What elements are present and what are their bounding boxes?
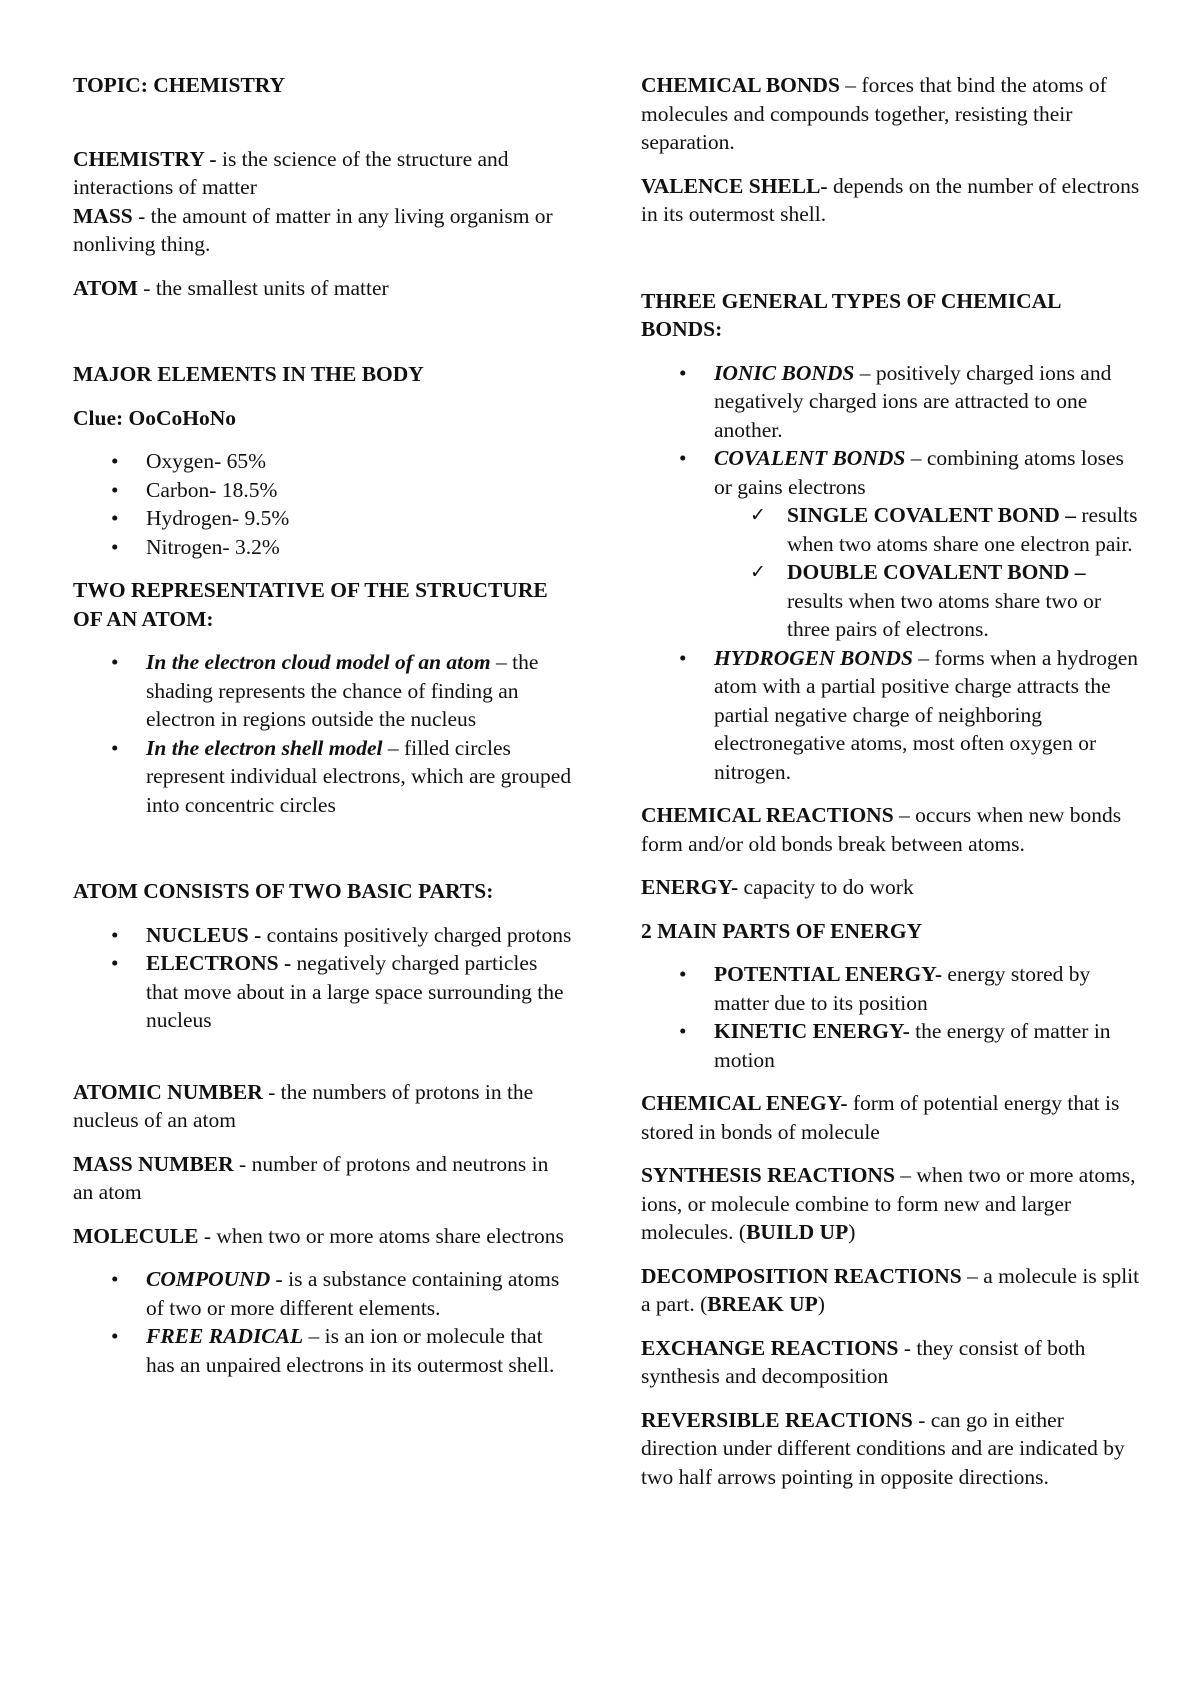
- atom-parts-list: [73, 921, 573, 1035]
- atom-definition: ATOM - the smallest units of matter: [73, 275, 389, 300]
- list-item: ✓ SINGLE COVALENT BOND – results when two atoms share one electron pair.: [714, 501, 1141, 558]
- list-item: • POTENTIAL ENERGY- energy stored by matter due to its position: [641, 960, 1141, 1017]
- mass-number-definition: MASS NUMBER - number of protons and neutrons in an atom: [73, 1151, 549, 1204]
- list-item: • Oxygen- 65%: [73, 447, 573, 476]
- chemical-energy-definition: CHEMICAL ENEGY- form of potential energy that is stored in bonds of molecule: [641, 1091, 1120, 1144]
- atomic-number-definition: ATOMIC NUMBER - the numbers of protons in the nucleus of an atom: [73, 1079, 534, 1132]
- bond-types-list: [641, 359, 1141, 787]
- right-column: [641, 71, 1141, 1506]
- chemistry-definition: CHEMISTRY - is the science of the structure and interactions of matter: [73, 146, 509, 199]
- bond-types-heading: THREE GENERAL TYPES OF CHEMICAL BONDS:: [641, 288, 1061, 341]
- reversible-reactions-definition: REVERSIBLE REACTIONS - can go in either direction under different conditions and are indicated by two half arrows pointing in opposite directions.: [641, 1407, 1125, 1489]
- atom-structure-heading: TWO REPRESENTATIVE OF THE STRUCTURE OF AN ATOM:: [73, 578, 548, 631]
- list-item: • Carbon- 18.5%: [73, 476, 573, 505]
- valence-shell-definition: VALENCE SHELL- depends on the number of electrons in its outermost shell.: [641, 173, 1140, 226]
- chemical-bonds-definition: CHEMICAL BONDS – forces that bind the atoms of molecules and compounds together, resisting their separation.: [641, 73, 1107, 154]
- elements-list: [73, 447, 573, 561]
- list-item: • COMPOUND - is a substance containing atoms of two or more different elements.: [73, 1265, 573, 1322]
- mass-definition: MASS - the amount of matter in any living organism or nonliving thing.: [73, 203, 553, 256]
- topic-heading: TOPIC: CHEMISTRY: [73, 73, 286, 97]
- list-item: ✓ DOUBLE COVALENT BOND – results when two atoms share two or three pairs of electrons.: [714, 558, 1141, 644]
- list-item: • In the electron shell model – filled circles represent individual electrons, which are grouped into concentric circles: [73, 734, 573, 820]
- exchange-reactions-definition: EXCHANGE REACTIONS - they consist of both synthesis and decomposition: [641, 1335, 1086, 1388]
- energy-parts-heading: 2 MAIN PARTS OF ENERGY: [641, 918, 923, 943]
- list-item: • IONIC BONDS – positively charged ions and negatively charged ions are attracted to one another.: [641, 359, 1141, 445]
- list-item: • Hydrogen- 9.5%: [73, 504, 573, 533]
- atom-models-list: [73, 648, 573, 819]
- list-item: • In the electron cloud model of an atom – the shading represents the chance of finding an electron in regions outside the nucleus: [73, 648, 573, 734]
- synthesis-reactions-definition: SYNTHESIS REACTIONS – when two or more atoms, ions, or molecule combine to form new and larger molecules. (BUILD UP): [641, 1163, 1136, 1244]
- major-elements-heading: MAJOR ELEMENTS IN THE BODY: [73, 362, 424, 386]
- left-column: [73, 71, 573, 1394]
- list-item: • COVALENT BONDS – combining atoms loses or gains electrons ✓ SINGLE COVALENT BOND – results when two atoms share one electron pair. ✓ DOUBLE COVALENT BOND – results when two atoms share two or three pairs of electrons.: [641, 444, 1141, 644]
- chemical-reactions-definition: CHEMICAL REACTIONS – occurs when new bonds form and/or old bonds break between atoms.: [641, 803, 1122, 856]
- clue: Clue: OoCoHoNo: [73, 405, 237, 430]
- molecule-list: [73, 1265, 573, 1379]
- list-item: • Nitrogen- 3.2%: [73, 533, 573, 562]
- list-item: • KINETIC ENERGY- the energy of matter in motion: [641, 1017, 1141, 1074]
- list-item: • NUCLEUS - contains positively charged protons: [73, 921, 573, 950]
- list-item: • FREE RADICAL – is an ion or molecule that has an unpaired electrons in its outermost shell.: [73, 1322, 573, 1379]
- energy-definition: ENERGY- capacity to do work: [641, 875, 914, 899]
- list-item: • HYDROGEN BONDS – forms when a hydrogen atom with a partial positive charge attracts the partial negative charge of neighboring electronegative atoms, most often oxygen or nitrogen.: [641, 644, 1141, 787]
- energy-parts-list: [641, 960, 1141, 1074]
- covalent-sublist: [714, 501, 1141, 644]
- decomposition-reactions-definition: DECOMPOSITION REACTIONS – a molecule is split a part. (BREAK UP): [641, 1263, 1140, 1316]
- atom-parts-heading: ATOM CONSISTS OF TWO BASIC PARTS:: [73, 879, 494, 903]
- molecule-definition: MOLECULE - when two or more atoms share electrons: [73, 1223, 564, 1248]
- list-item: • ELECTRONS - negatively charged particles that move about in a large space surrounding the nucleus: [73, 949, 573, 1035]
